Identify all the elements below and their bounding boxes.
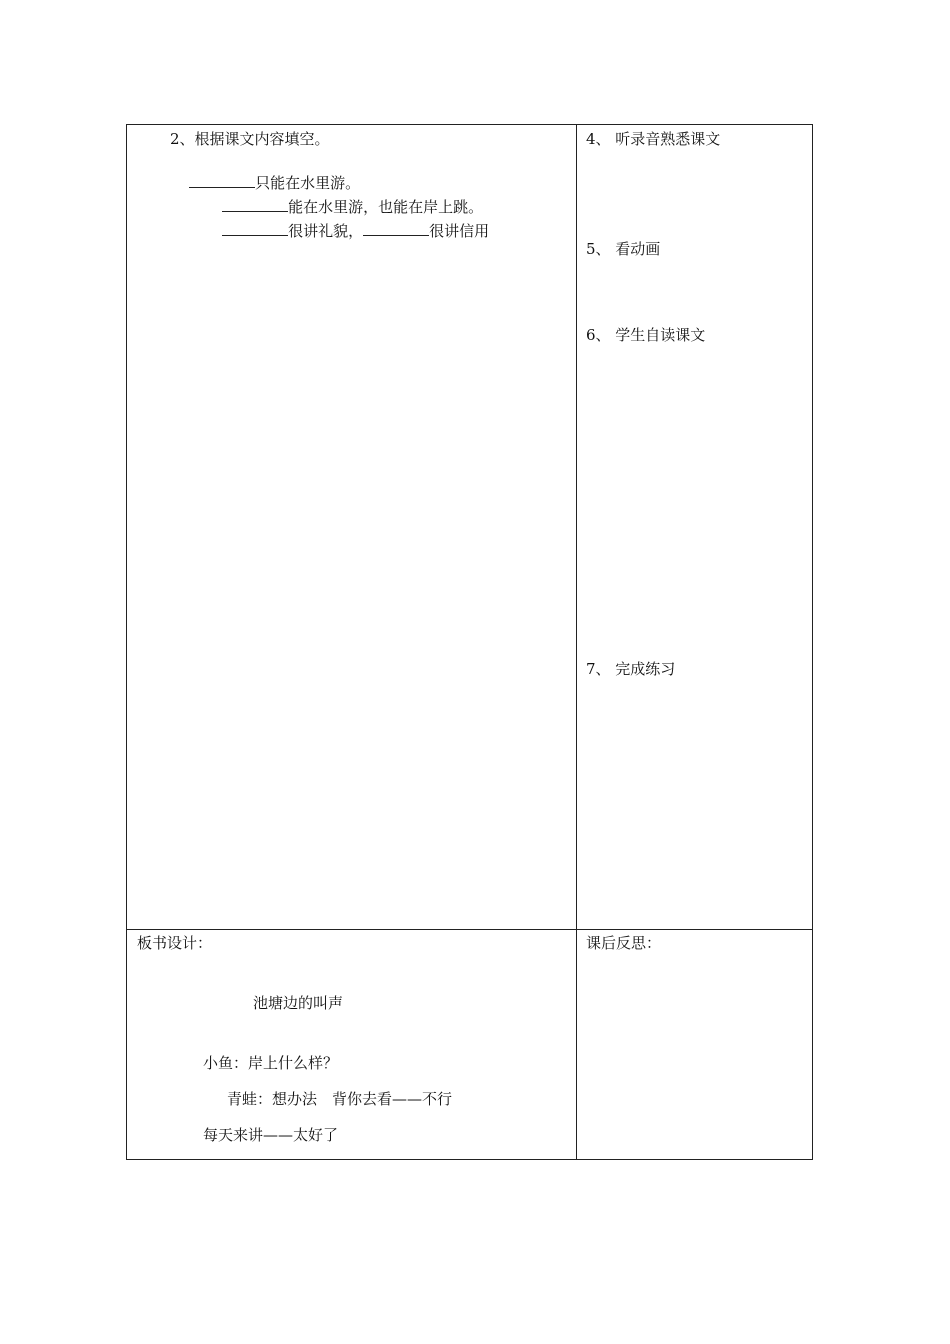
step-4: 4、 听录音熟悉课文 (586, 130, 721, 148)
board-design-label: 板书设计： (137, 934, 213, 952)
fill-line-3 (203, 201, 489, 261)
exercise-title: 2、根据课文内容填空。 (170, 130, 330, 148)
fill-line-3-text-b: 很讲信用 (429, 222, 490, 240)
answer-blank[interactable] (222, 221, 288, 236)
step-5: 5、 看动画 (586, 240, 661, 258)
step-6: 6、 学生自读课文 (586, 326, 706, 344)
fill-line-2-text: 能在水里游，也能在岸上跳。 (288, 198, 484, 216)
fill-line-3-text-a: 很讲礼貌， (288, 222, 364, 240)
row-divider (127, 929, 812, 930)
column-divider (576, 125, 577, 1159)
board-line-1: 小鱼：岸上什么样？ (203, 1054, 339, 1072)
fill-line-1-text: 只能在水里游。 (255, 174, 361, 192)
lesson-plan-table (126, 124, 813, 1160)
board-line-2: 青蛙：想办法 背你去看——不行 (227, 1090, 453, 1108)
board-title: 池塘边的叫声 (253, 994, 344, 1012)
answer-blank[interactable] (363, 221, 429, 236)
board-line-3: 每天来讲——太好了 (203, 1126, 339, 1144)
step-7: 7、 完成练习 (586, 660, 676, 678)
reflection-label: 课后反思： (586, 934, 662, 952)
